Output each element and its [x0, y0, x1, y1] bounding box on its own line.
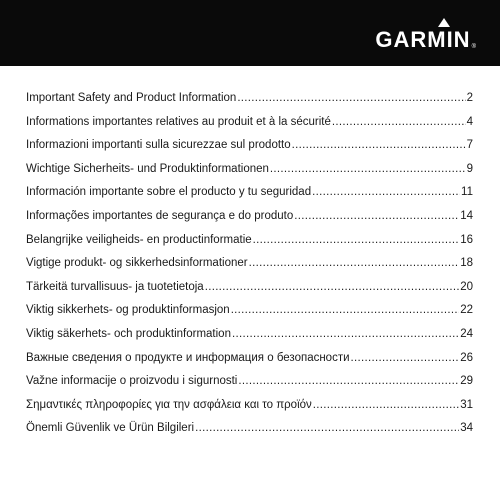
toc-entry[interactable]: [26, 281, 473, 305]
toc-entry-page: 31: [460, 398, 473, 411]
toc-entry-title: Önemli Güvenlik ve Ürün Bilgileri: [26, 422, 195, 435]
toc-entry-title: Wichtige Sicherheits- und Produktinformationen: [26, 162, 269, 175]
toc-entry-title: Informazioni importanti sulla sicurezzae sul prodotto: [26, 139, 291, 152]
toc-entry[interactable]: [26, 234, 473, 258]
toc-entry-title: Tärkeitä turvallisuus- ja tuotetietoja: [26, 280, 204, 293]
toc-entry-title: Vigtige produkt- og sikkerhedsinformationer: [26, 257, 248, 270]
toc-entry[interactable]: [26, 352, 473, 376]
toc-entry-page: 29: [460, 375, 473, 388]
toc-entry-page: 34: [460, 422, 473, 435]
toc-dot-leader: [270, 163, 466, 175]
toc-entry[interactable]: [26, 116, 473, 140]
toc-entry-page: 14: [460, 209, 473, 222]
toc-entry[interactable]: [26, 163, 473, 187]
toc-entry-page: 9: [466, 162, 473, 175]
toc-entry-page: 24: [460, 327, 473, 340]
toc-dot-leader: [253, 234, 460, 246]
toc-entry-title: Важные сведения о продукте и информация о безопасности: [26, 351, 350, 364]
toc-entry-title: Σημαντικές πληροφορίες για την ασφάλεια και το προϊόν: [26, 398, 312, 411]
toc-dot-leader: [205, 281, 460, 293]
toc-entry-page: 18: [460, 257, 473, 270]
toc-dot-leader: [332, 116, 466, 128]
header-bar: [0, 0, 500, 66]
toc-entry[interactable]: [26, 328, 473, 352]
toc-entry[interactable]: [26, 399, 473, 423]
toc-entry-title: Información importante sobre el producto y tu seguridad: [26, 186, 312, 199]
toc-entry-page: 4: [466, 115, 473, 128]
toc-dot-leader: [237, 92, 465, 104]
toc-entry[interactable]: [26, 210, 473, 234]
toc-entry-page: 16: [460, 233, 473, 246]
garmin-logo: [375, 28, 476, 52]
toc-entry-page: 22: [460, 304, 473, 317]
toc-dot-leader: [313, 399, 459, 411]
toc-entry-page: 11: [461, 186, 473, 199]
toc-dot-leader: [249, 257, 460, 269]
toc-dot-leader: [238, 375, 459, 387]
toc-entry[interactable]: [26, 186, 473, 210]
toc-dot-leader: [232, 328, 459, 340]
toc-entry-title: Viktig sikkerhets- og produktinformasjon: [26, 304, 230, 317]
toc-entry-page: 20: [460, 280, 473, 293]
toc-entry[interactable]: [26, 139, 473, 163]
toc-dot-leader: [294, 210, 459, 222]
toc-entry-title: Important Safety and Product Information: [26, 92, 237, 104]
toc-entry-page: 7: [466, 139, 473, 152]
toc-dot-leader: [312, 186, 460, 198]
table-of-contents: [26, 92, 473, 446]
toc-entry-title: Viktig säkerhets- och produktinformation: [26, 327, 231, 340]
toc-entry[interactable]: [26, 375, 473, 399]
toc-entry-page: 26: [460, 351, 473, 364]
logo-text: GARMIN: [375, 27, 471, 52]
toc-entry[interactable]: [26, 257, 473, 281]
toc-entry-title: Informations importantes relatives au produit et à la sécurité: [26, 115, 331, 128]
toc-entry[interactable]: [26, 304, 473, 328]
toc-entry[interactable]: [26, 92, 473, 116]
toc-entry-title: Belangrijke veiligheids- en productinformatie: [26, 233, 252, 246]
toc-entry-page: 2: [466, 92, 473, 104]
toc-entry-title: Informações importantes de segurança e do produto: [26, 209, 294, 222]
toc-dot-leader: [231, 304, 460, 316]
toc-entry-title: Važne informacije o proizvodu i sigurnosti: [26, 375, 238, 388]
toc-entry[interactable]: [26, 422, 473, 446]
logo-triangle-icon: [438, 18, 450, 27]
toc-dot-leader: [292, 139, 466, 151]
registered-mark: ®: [471, 44, 476, 50]
toc-dot-leader: [195, 422, 459, 434]
toc-dot-leader: [351, 352, 460, 364]
